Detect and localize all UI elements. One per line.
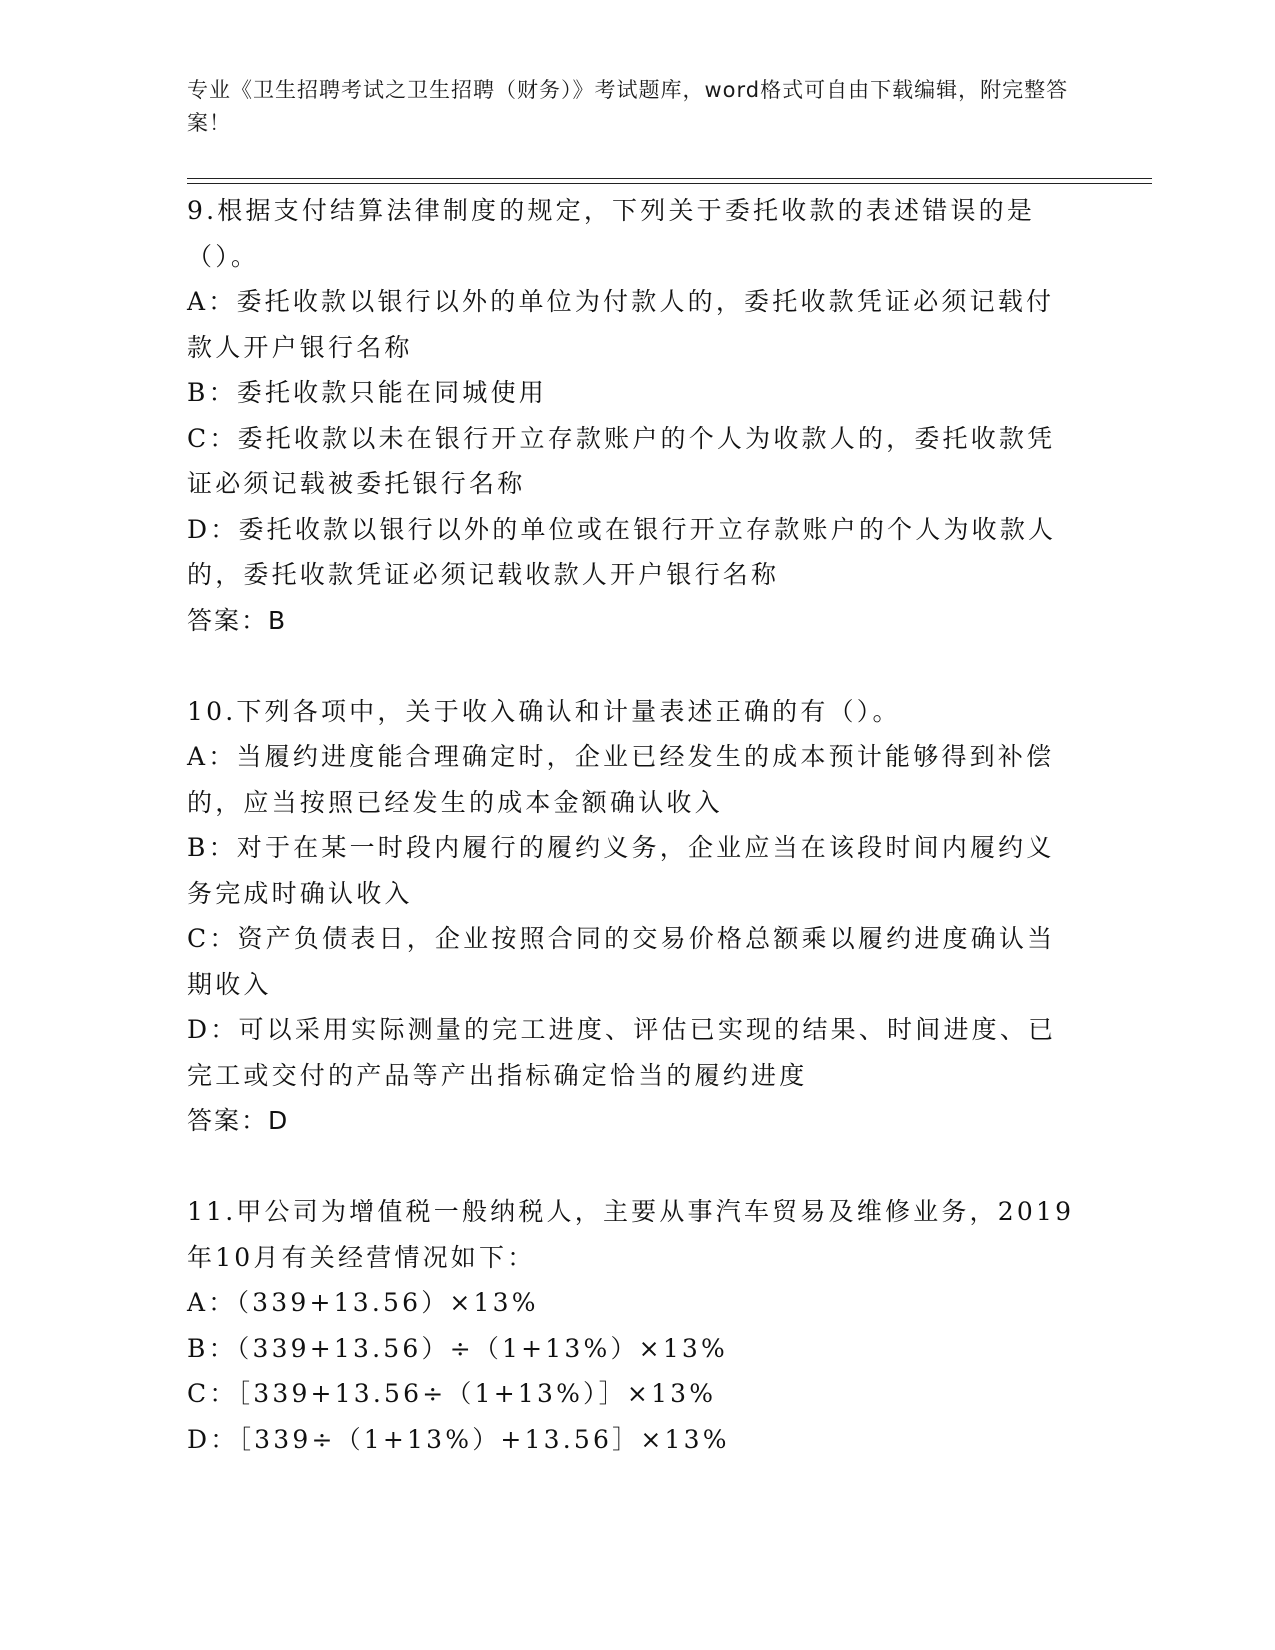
header-divider-line <box>187 178 1152 179</box>
option-c: C：委托收款以未在银行开立存款账户的个人为收款人的，委托收款凭证必须记载被委托银行名称 <box>187 423 1056 498</box>
option-c: C：资产负债表日，企业按照合同的交易价格总额乘以履约进度确认当期收入 <box>187 924 1056 999</box>
question-stem: 10.下列各项中，关于收入确认和计量表述正确的有（）。 <box>187 696 901 726</box>
answer-text: 答案：D <box>187 1106 290 1135</box>
question-10 <box>187 689 1082 1144</box>
option-c: C：［339+13.56÷（1+13%）］×13% <box>187 1379 717 1408</box>
option-b: B：委托收款只能在同城使用 <box>187 378 547 407</box>
option-b: B：（339+13.56）÷（1+13%）×13% <box>187 1333 728 1363</box>
option-a: A：当履约进度能合理确定时，企业已经发生的成本预计能够得到补偿的，应当按照已经发生的成本金额确认收入 <box>187 742 1055 817</box>
option-a: A：（339+13.56）×13% <box>187 1288 539 1317</box>
option-a: A：委托收款以银行以外的单位为付款人的，委托收款凭证必须记载付款人开户银行名称 <box>187 287 1055 362</box>
question-spacer <box>187 1144 1082 1190</box>
question-spacer <box>187 643 1082 689</box>
question-list <box>187 188 1082 1462</box>
option-d: D：可以采用实际测量的完工进度、评估已实现的结果、时间进度、已完工或交付的产品等产出指标确定恰当的履约进度 <box>187 1015 1057 1090</box>
option-d: D：委托收款以银行以外的单位或在银行开立存款账户的个人为收款人的，委托收款凭证必须记载收款人开户银行名称 <box>187 514 1057 589</box>
answer-text: 答案：B <box>187 605 288 635</box>
question-9 <box>187 188 1082 643</box>
question-stem: 9.根据支付结算法律制度的规定，下列关于委托收款的表述错误的是（）。 <box>187 196 1036 271</box>
document-header <box>187 74 1077 140</box>
option-b: B：对于在某一时段内履行的履约义务，企业应当在该段时间内履约义务完成时确认收入 <box>187 833 1055 908</box>
question-stem: 11.甲公司为增值税一般纳税人，主要从事汽车贸易及维修业务，2019年10月有关经营情况如下： <box>187 1197 1075 1272</box>
header-divider-line-second <box>187 183 1152 184</box>
header-text: 专业《卫生招聘考试之卫生招聘（财务）》考试题库，word格式可自由下载编辑，附完整答案！ <box>187 78 1069 135</box>
option-d: D：［339÷（1+13%）+13.56］×13% <box>187 1424 730 1454</box>
question-11 <box>187 1189 1082 1462</box>
